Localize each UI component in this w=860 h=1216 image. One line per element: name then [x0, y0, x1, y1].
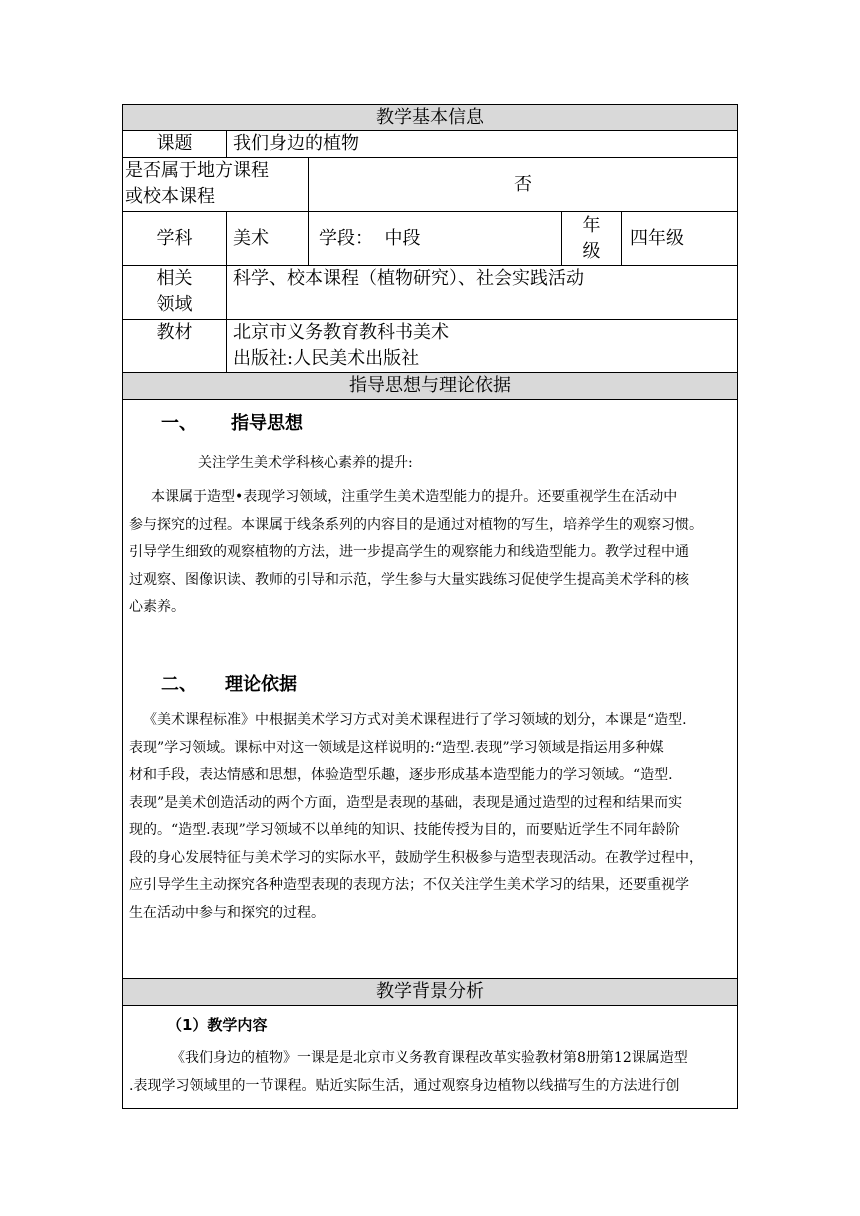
section-header-basic-info: 教学基本信息 [122, 104, 738, 131]
related-field-label-line1: 相关 [156, 268, 193, 289]
section2-line: 现的。“造型.表现”学习领域不以单纯的知识、技能传授为目的，而要贴近学生不同年龄阶 [129, 822, 680, 838]
section3-heading: （1）教学内容 [167, 1016, 268, 1034]
local-course-label-line2: 或校本课程 [125, 186, 215, 207]
grade-value: 四年级 [630, 228, 684, 249]
topic-row [122, 131, 738, 158]
section2-line: 《美术课程标准》中根据美术学习方式对美术课程进行了学习领域的划分，本课是“造型. [143, 712, 687, 728]
section2-number: 二、 [161, 674, 197, 695]
local-course-label [123, 158, 309, 211]
section2-line: 生在活动中参与和探究的过程。 [129, 904, 325, 921]
subject-label: 学科 [123, 212, 227, 265]
grade-label [562, 212, 622, 265]
related-field-value: 科学、校本课程（植物研究）、社会实践活动 [233, 268, 584, 289]
section2-paragraph [129, 707, 731, 927]
grade-label-line2: 级 [582, 241, 601, 262]
topic-label: 课题 [123, 131, 227, 157]
material-label: 教材 [123, 320, 227, 372]
section1-number: 一、 [161, 413, 197, 434]
section2-title: 理论依据 [225, 674, 297, 695]
section2-line: 表现”学习领域。课标中对这一领域是这样说明的:“造型.表现”学习领域是指运用多种媒 [129, 739, 664, 756]
material-value [227, 320, 737, 372]
section3-line: .表现学习领域里的一节课程。贴近实际生活，通过观察身边植物以线描写生的方法进行创 [129, 1077, 680, 1094]
stage-field: 学段： 中段 [309, 212, 562, 265]
section1-paragraph [129, 484, 731, 622]
grade-label-line1: 年 [582, 215, 601, 236]
section1-line: 心素养。 [129, 599, 185, 615]
material-line1: 北京市义务教育教科书美术 [233, 322, 449, 343]
material-row [122, 320, 738, 373]
section1-line: 过观察、图像识读、教师的引导和示范，学生参与大量实践练习促使学生提高美术学科的核 [129, 571, 689, 588]
related-field-label-line2: 领域 [156, 294, 193, 315]
section1-intro: 关注学生美术学科核心素养的提升: [198, 455, 413, 471]
local-course-row [122, 158, 738, 212]
section1-line: 参与探究的过程。本课属于线条系列的内容目的是通过对植物的写生，培养学生的观察习惯。 [129, 516, 703, 533]
subject-row [122, 212, 738, 266]
local-course-value: 否 [514, 174, 532, 195]
section3-paragraph [129, 1045, 731, 1100]
lesson-plan-table [122, 104, 738, 1109]
section1-title: 指导思想 [231, 413, 303, 434]
section2-line: 应引导学生主动探究各种造型表现的表现方法；不仅关注学生美术学习的结果，还要重视学 [129, 877, 689, 893]
section2-line: 材和手段，表达情感和思想，体验造型乐趣，逐步形成基本造型能力的学习领域。“造型. [129, 767, 673, 783]
section1-line: 引导学生细致的观察植物的方法，进一步提高学生的观察能力和线造型能力。教学过程中通 [129, 544, 689, 560]
section1-heading [161, 409, 303, 435]
background-body [122, 1006, 738, 1109]
related-field-label [123, 266, 227, 319]
material-line2: 出版社:人民美术出版社 [233, 348, 420, 369]
topic-value: 我们身边的植物 [233, 133, 359, 154]
related-field-row [122, 266, 738, 320]
section-header-guiding-theory: 指导思想与理论依据 [122, 373, 738, 400]
local-course-label-line1: 是否属于地方课程 [125, 160, 269, 181]
guiding-theory-body [122, 400, 738, 979]
section1-line: 本课属于造型•表现学习领域，注重学生美术造型能力的提升。还要重视学生在活动中 [151, 489, 678, 505]
section2-line: 表现”是美术创造活动的两个方面，造型是表现的基础，表现是通过造型的过程和结果而实 [129, 794, 683, 811]
section2-line: 段的身心发展特征与美术学习的实际水平，鼓励学生积极参与造型表现活动。在教学过程中， [129, 849, 703, 866]
section2-heading [161, 670, 297, 696]
section-header-background: 教学背景分析 [122, 979, 738, 1006]
subject-value: 美术 [227, 212, 309, 265]
section3-line: 《我们身边的植物》一课是是北京市义务教育课程改革实验教材第8册第12课属造型 [171, 1050, 688, 1066]
